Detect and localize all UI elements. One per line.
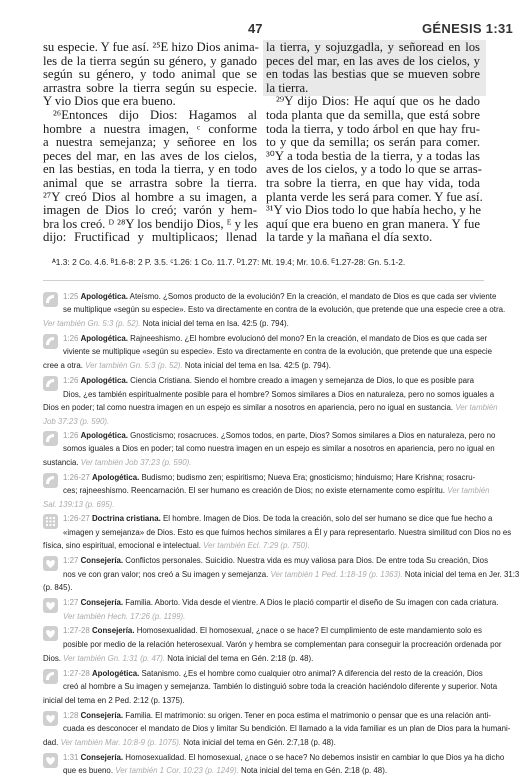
note-heading: Consejería. [80,710,124,720]
apologetics-icon [43,376,58,391]
scripture-line: la tierra, y sojuzgadla, y señoread en los [266,40,480,54]
note-text: Gnosticismo; rosacruces. ¿Somos todos, en parte, Dios? Somos similares a Dios en naturaleza, pero no [127,430,496,440]
scripture-line: tra sobre la tierra, en que hay vida, toda [266,175,480,190]
note-line [43,610,485,624]
note-text: Rajneeshismo. ¿El hombre evolucionó del mono? En la creación, el mandato de Dios es que cada ser [127,333,488,343]
note-text: Ateísmo. ¿Somos producto de la evolución? En la creación, el mandato de Dios es que cada ser viviente [127,291,497,301]
note-text: que es bueno. [63,766,116,776]
note-text: Nota inicial del tema en Gén. 2:7,18 (p. 48). [183,737,336,747]
verse-ref: 1:26 [63,430,81,440]
note-line [43,429,496,443]
scripture-line: dijo: Fructificad y multiplicaos; llenad [43,230,257,245]
note-text: «imagen y semejanza» de Dios. Esto es que fuimos hechos similares a Él y para representarlo. Nuestra similitud con Dios no es [63,527,512,537]
heart-icon [43,556,58,571]
scripture-line: animal que se arrastra sobre la tierra. [43,175,257,190]
scripture-line: les de la tierra según su género, y ganado [43,53,257,68]
scripture-line: ²⁷Y creó Dios al hombre a su imagen, a [43,189,257,204]
note-text: Nota inicial del tema en Isa. 42:5 (p. 794). [184,360,331,370]
cross-ref-link[interactable]: Ver también 1 Ped. 1:18-19 (p. 1363). [270,569,405,579]
note-text: Dios en poder; tal como nuestra imagen en un espejo es similar a nosotros en apariencia, pero no igual en sustancia. [43,403,456,413]
note-heading: Apologética. [80,430,128,440]
note-text: creó al hombre a Su imagen y semejanza. También lo distinguió sobre toda la creación haciéndolo diferente y superior. Nota [63,682,498,692]
note-heading: Doctrina cristiana. [91,514,161,523]
cross-references: ᴬ1.3: 2 Co. 4.6. ᴮ1.6-8: 2 P. 3.5. ᶜ1.26: 1 Co. 11.7. ᴰ1.27: Mt. 19.4; Mr. 10.6. ᴱ1.27-28: Gn. 5.1-2. [52,257,406,267]
note-line [43,484,490,498]
verse-ref: 1:28 [63,710,81,720]
scripture-line: en todas las bestias que se mueven sobre [266,67,480,82]
heart-icon [43,753,58,768]
scripture-line: toda planta que da semilla, que está sobre [266,107,480,122]
right-column [266,40,483,245]
left-column [43,41,257,245]
verse-ref: 1:26-27 [63,472,92,482]
note-line [43,652,485,666]
study-note [43,624,502,665]
note-line [43,764,485,778]
note-text: física, sino espiritual, emocional e intelectual. [43,541,204,551]
note-line [43,751,505,765]
note-line [43,290,497,304]
verse-ref: 1:26 [63,376,81,386]
note-line [43,709,491,723]
heart-icon [43,711,58,726]
note-line [43,554,489,568]
scripture-line: la tierra. [266,80,309,95]
note-text: Nota inicial del tema en Gén. 2:18 (p. 48). [240,766,388,776]
scripture-line: en las bestias, en toda la tierra, y en todo [43,162,257,177]
note-text: Nota inicial del tema en Gén. 2:18 (p. 48). [167,653,314,663]
study-note [43,751,505,778]
cross-ref-link[interactable]: Ver también Gn. 5:3 (p. 52). [85,360,185,370]
note-text: Ciencia Cristiana. Siendo el hombre creado a imagen y semejanza de Dios, lo que es posible para [127,376,474,386]
note-line [43,638,502,652]
verse-ref: 1:26-27 [63,514,92,523]
note-text: dad. [43,737,61,747]
scripture-line: ²⁹Y dijo Dios: He aquí que os he dado [276,94,480,109]
note-text: ces; rajneeshismo. Reencarnación. El ser humano es creación de Dios; no existe eternamente como espíritu. [63,486,448,496]
apologetics-icon [43,473,58,488]
scripture-line: peces del mar, en las aves de los cielos, [43,148,257,163]
note-line [43,415,485,429]
note-text: Nota inicial del tema en Isa. 42:5 (p. 794). [142,318,289,328]
apologetics-icon [43,669,58,684]
note-text: El hombre. Imagen de Dios. De toda la creación, solo del ser humano se dice que fue hecho a [160,514,493,523]
note-line [43,374,485,388]
note-line [43,456,485,470]
note-heading: Apologética. [91,668,140,678]
cross-ref-link[interactable]: Ver también Job 37:23 (p. 590). [80,457,192,467]
scripture-line: ³⁰Y a toda bestia de la tierra, y a todas las [266,148,480,163]
scripture-line: peces del mar, en las aves de los cielos, y [266,53,480,68]
note-text: Budismo; budismo zen; espiritismo; Nueva Era; gnosticismo; hinduismo; Hare Krishna; rosacru- [139,472,476,482]
note-line [43,680,498,694]
note-text: sustancia. [43,457,81,467]
scripture-line: to y que da semilla; os serán para comer. [266,135,480,150]
scripture-line: a nuestra semejanza; y señoree en los [43,135,257,150]
study-note [43,290,506,331]
note-heading: Consejería. [80,556,124,566]
scripture-line: arrastra sobre la tierra según su especie. [43,80,257,95]
scripture-line: Y vio Dios que era bueno. [43,94,176,109]
note-text: Conflictos personales. Suicidio. Nuestra vida es muy valiosa para Dios. De entre toda Su creación, Dios [123,556,489,566]
verse-ref: 1:27 [63,598,81,608]
cross-ref-link[interactable]: Ver también 1 Cor. 10:23 (p. 1249). [115,766,241,776]
scripture-line: planta verde les será para comer. Y fue así. [266,189,483,204]
scripture-line: imagen de Dios lo creó; varón y hem- [43,203,257,218]
note-line [43,498,485,512]
cross-ref-link[interactable]: Job 37:23 (p. 590). [43,416,110,426]
note-line [43,694,485,708]
study-note [43,667,498,708]
scripture-line: hombre a nuestra imagen, ᶜ conforme [43,121,257,136]
doctrine-grid-icon [43,514,58,529]
note-line [43,581,485,595]
note-text: Satanismo. ¿Es el hombre como cualquier otro animal? A diferencia del resto de la creación, Dios [139,668,483,678]
apologetics-icon [43,431,58,446]
scripture-line: según su género, y todo animal que se [43,67,257,82]
cross-ref-link[interactable]: Ver también Gn. 5:3 (p. 52). [43,318,143,328]
note-text: Homosexualidad. El homosexual, ¿nace o se hace? El cumplimiento de este mandamiento solo es [134,626,482,636]
scripture-line: bra los creó. ᴰ ²⁸Y los bendijo Dios, ᴱ y les [43,216,259,231]
note-line [43,442,495,456]
note-line [43,332,488,346]
note-text: cree a otra. [43,360,86,370]
note-text: cuada es desconocer el mandato de Dios y limitar Su bendición. El llamado a la vida familiar es un plan de Dios para la humani- [63,724,511,734]
note-line [43,624,485,638]
note-text: somos iguales a Dios en poder; tal como nuestra imagen en un espejo es similar a nosotros en apariencia, pero no igual en [63,444,495,454]
verse-ref: 1:27-28 [63,668,92,678]
note-line [43,359,485,373]
scripture-line: ³¹Y vio Dios todo lo que había hecho, y he [266,203,482,218]
scripture-line: ²⁶Entonces dijo Dios: Hagamos al [53,107,257,122]
note-line [43,722,511,736]
apologetics-icon [43,334,58,349]
heart-icon [43,598,58,613]
scripture-line: toda la tierra, y todo árbol en que hay fru- [266,121,480,136]
cross-ref-link[interactable]: Sal. 139:13 (p. 695). [43,499,115,509]
note-heading: Consejería. [80,752,124,762]
cross-ref-link[interactable]: Ver también Gn. 1:31 (p. 47). [63,653,168,663]
note-text: nos ve con gran valor; nos creó a Su imagen y semejanza. [63,569,271,579]
study-note [43,512,512,553]
notes-divider [43,280,484,281]
scripture-line: su especie. Y fue así. ²⁵E hizo Dios anima- [43,40,259,54]
verse-ref: 1:25 [63,291,81,301]
study-note [43,374,498,428]
note-heading: Apologética. [80,333,128,343]
note-text: inicial del tema en 2 Ped. 2:12 (p. 1375). [43,695,185,705]
note-heading: Apologética. [91,472,140,482]
cross-ref-link[interactable]: Ver también [447,486,490,496]
note-heading: Apologética. [80,376,128,386]
study-note [43,596,499,623]
study-note [43,429,496,470]
note-heading: Apologética. [80,291,128,301]
note-line [43,388,495,402]
note-line [43,471,485,485]
note-text: viviente se multiplique «según su especie». Esto va directamente en contra de la evolución, que pretende que una especie [63,347,493,357]
verse-ref: 1:27-28 [63,626,92,636]
verse-ref: 1:27 [63,556,81,566]
study-note [43,471,490,512]
cross-ref-link[interactable]: Ver también Ecl. 7:29 (p. 750). [203,541,310,551]
cross-ref-link[interactable]: Ver también [455,403,498,413]
note-line [43,539,485,553]
note-line [43,568,520,582]
note-text: Familia. El matrimonio: su origen. Tener en poca estima el matrimonio o pensar que es una relación anti- [123,710,491,720]
note-heading: Consejería. [91,626,135,636]
note-line [43,526,512,540]
note-text: (p. 845). [43,583,73,593]
verse-ref: 1:26 [63,333,81,343]
cross-ref-link[interactable]: Ver también Mar. 10:8-9 (p. 1075). [60,737,184,747]
note-text: se multiplique «según su especie». Esto va directamente en contra de la evolución, que pretende que una especie cree a otra. [63,305,506,315]
scripture-line: aves de los cielos, y a todo lo que se arras- [266,162,482,177]
note-line [43,512,493,526]
note-text: Dios, ¿es también espiritualmente posible para el hombre? Somos similares a Dios en naturaleza, pero no somos iguales a [63,389,495,399]
note-text: Homosexualidad. El homosexual, ¿nace o se hace? No debemos insistir en cambiar lo que Dios ya ha dicho [123,752,505,762]
note-heading: Consejería. [80,598,124,608]
note-text: Familia. Aborto. Vida desde el vientre. A Dios le plació compartir el diseño de Su imagen con cada criatura. [123,598,499,608]
note-text: Nota inicial del tema en Jer. 31:3 [404,569,520,579]
page-number: 47 [248,21,263,36]
verse-ref: 1:31 [63,752,81,762]
study-note [43,332,493,373]
note-line [43,303,506,317]
scripture-line: la tarde y la mañana el día sexto. [266,230,433,245]
note-line [43,317,485,331]
note-text: Dios. [43,653,64,663]
note-line [43,736,485,750]
study-note [43,554,520,595]
note-text: posible por medio de la relación heterosexual. Varón y hembra se complementan para conseguir la procreación ordenada por [63,639,502,649]
running-head: GÉNESIS 1:31 [422,21,514,36]
note-line [43,667,485,681]
heart-icon [43,626,58,641]
note-line [43,596,499,610]
study-note [43,709,511,750]
note-line [43,401,498,415]
note-line [43,345,493,359]
scripture-line: aquí que era bueno en gran manera. Y fue [266,216,480,231]
apologetics-icon [43,292,58,307]
cross-ref-link[interactable]: Ver también Hech. 17:26 (p. 1199). [63,611,186,621]
